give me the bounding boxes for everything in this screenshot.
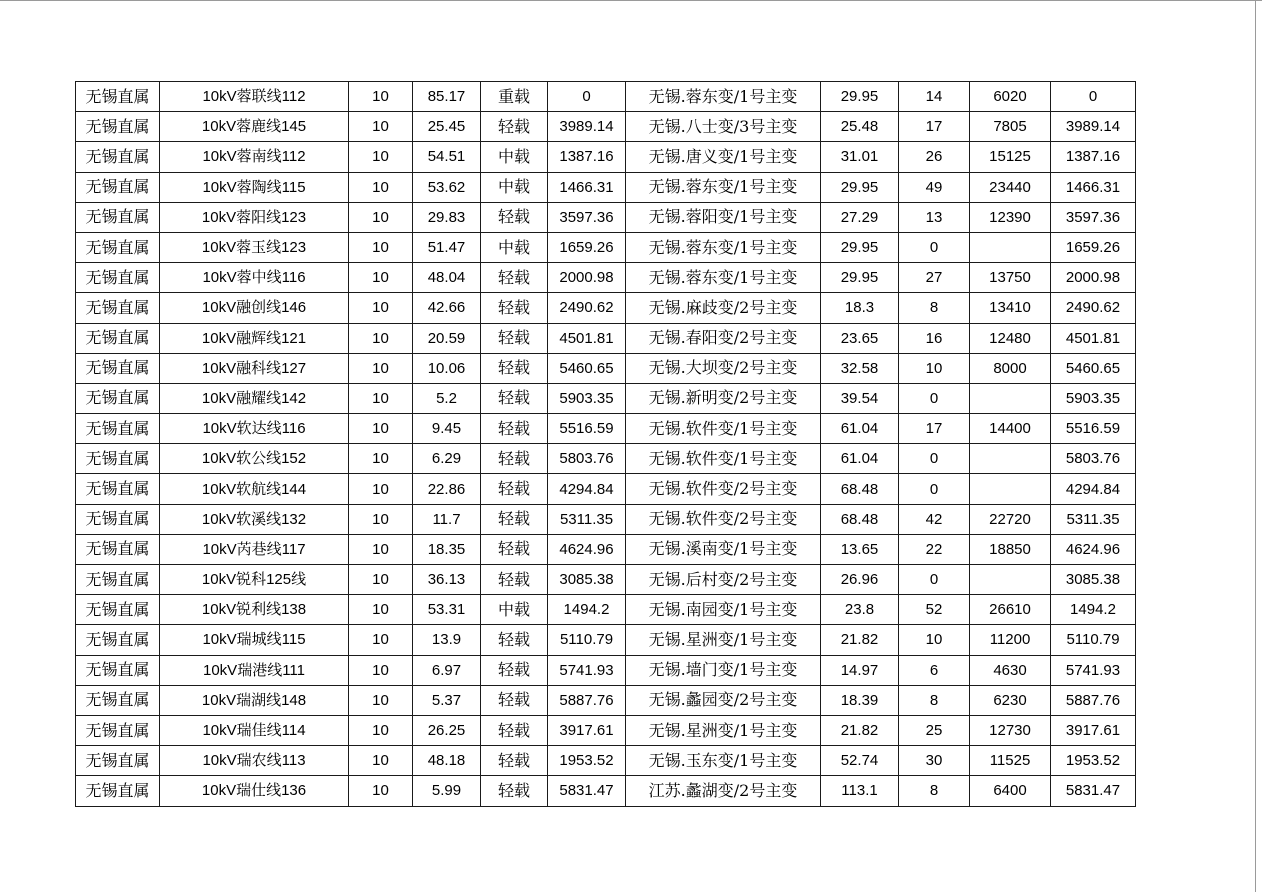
substation-transformer-cell: 无锡.蓉东变/1号主变 bbox=[626, 82, 821, 112]
user-capacity-cell bbox=[970, 232, 1051, 262]
table-row bbox=[76, 746, 1136, 776]
user-count-cell: 10 bbox=[899, 353, 970, 383]
voltage-cell: 10 bbox=[349, 383, 413, 413]
available-capacity-cell: 5803.76 bbox=[548, 444, 626, 474]
substation-transformer-cell: 无锡.软件变/2号主变 bbox=[626, 474, 821, 504]
substation-transformer-cell: 无锡.蠡园变/2号主变 bbox=[626, 685, 821, 715]
available-capacity-cell: 5311.35 bbox=[548, 504, 626, 534]
remaining-capacity-cell: 3597.36 bbox=[1051, 202, 1136, 232]
load-rate-cell: 5.99 bbox=[413, 776, 481, 806]
table-row bbox=[76, 565, 1136, 595]
voltage-cell: 10 bbox=[349, 776, 413, 806]
voltage-cell: 10 bbox=[349, 414, 413, 444]
voltage-cell: 10 bbox=[349, 202, 413, 232]
user-count-cell: 22 bbox=[899, 534, 970, 564]
remaining-capacity-cell: 1953.52 bbox=[1051, 746, 1136, 776]
unit-cell: 无锡直属 bbox=[76, 172, 160, 202]
feeder-name-cell: 10kV瑞农线113 bbox=[160, 746, 349, 776]
available-capacity-cell: 1466.31 bbox=[548, 172, 626, 202]
feeder-name-cell: 10kV锐利线138 bbox=[160, 595, 349, 625]
user-count-cell: 49 bbox=[899, 172, 970, 202]
load-status-cell: 轻载 bbox=[481, 534, 548, 564]
feeder-name-cell: 10kV融耀线142 bbox=[160, 383, 349, 413]
load-rate-cell: 29.83 bbox=[413, 202, 481, 232]
table-row bbox=[76, 625, 1136, 655]
unit-cell: 无锡直属 bbox=[76, 232, 160, 262]
unit-cell: 无锡直属 bbox=[76, 444, 160, 474]
user-capacity-cell: 11525 bbox=[970, 746, 1051, 776]
user-count-cell: 0 bbox=[899, 565, 970, 595]
user-capacity-cell: 18850 bbox=[970, 534, 1051, 564]
transformer-load-rate-cell: 61.04 bbox=[821, 444, 899, 474]
load-rate-cell: 53.62 bbox=[413, 172, 481, 202]
transformer-load-rate-cell: 68.48 bbox=[821, 504, 899, 534]
table-row bbox=[76, 232, 1136, 262]
user-capacity-cell: 4630 bbox=[970, 655, 1051, 685]
transformer-load-rate-cell: 27.29 bbox=[821, 202, 899, 232]
voltage-cell: 10 bbox=[349, 474, 413, 504]
feeder-name-cell: 10kV瑞城线115 bbox=[160, 625, 349, 655]
transformer-load-rate-cell: 23.8 bbox=[821, 595, 899, 625]
page-edge-right bbox=[1255, 0, 1256, 892]
load-status-cell: 中载 bbox=[481, 595, 548, 625]
load-status-cell: 中载 bbox=[481, 142, 548, 172]
user-count-cell: 10 bbox=[899, 625, 970, 655]
feeder-name-cell: 10kV蓉阳线123 bbox=[160, 202, 349, 232]
feeder-name-cell: 10kV软溪线132 bbox=[160, 504, 349, 534]
unit-cell: 无锡直属 bbox=[76, 534, 160, 564]
unit-cell: 无锡直属 bbox=[76, 263, 160, 293]
user-capacity-cell bbox=[970, 565, 1051, 595]
user-count-cell: 13 bbox=[899, 202, 970, 232]
substation-transformer-cell: 无锡.南园变/1号主变 bbox=[626, 595, 821, 625]
feeder-name-cell: 10kV蓉玉线123 bbox=[160, 232, 349, 262]
table-row bbox=[76, 595, 1136, 625]
load-rate-cell: 13.9 bbox=[413, 625, 481, 655]
table-row bbox=[76, 142, 1136, 172]
available-capacity-cell: 3989.14 bbox=[548, 112, 626, 142]
load-status-cell: 轻载 bbox=[481, 323, 548, 353]
table-body bbox=[76, 82, 1136, 807]
load-rate-cell: 9.45 bbox=[413, 414, 481, 444]
voltage-cell: 10 bbox=[349, 263, 413, 293]
table-row bbox=[76, 172, 1136, 202]
transformer-load-rate-cell: 25.48 bbox=[821, 112, 899, 142]
voltage-cell: 10 bbox=[349, 142, 413, 172]
load-rate-cell: 6.29 bbox=[413, 444, 481, 474]
load-rate-cell: 20.59 bbox=[413, 323, 481, 353]
user-capacity-cell: 12730 bbox=[970, 715, 1051, 745]
transformer-load-rate-cell: 29.95 bbox=[821, 232, 899, 262]
user-capacity-cell: 22720 bbox=[970, 504, 1051, 534]
feeder-name-cell: 10kV锐科125线 bbox=[160, 565, 349, 595]
load-rate-cell: 54.51 bbox=[413, 142, 481, 172]
load-status-cell: 轻载 bbox=[481, 263, 548, 293]
user-count-cell: 30 bbox=[899, 746, 970, 776]
unit-cell: 无锡直属 bbox=[76, 414, 160, 444]
user-capacity-cell: 23440 bbox=[970, 172, 1051, 202]
transformer-load-rate-cell: 61.04 bbox=[821, 414, 899, 444]
load-rate-cell: 6.97 bbox=[413, 655, 481, 685]
voltage-cell: 10 bbox=[349, 232, 413, 262]
user-capacity-cell: 6400 bbox=[970, 776, 1051, 806]
remaining-capacity-cell: 5110.79 bbox=[1051, 625, 1136, 655]
available-capacity-cell: 4501.81 bbox=[548, 323, 626, 353]
available-capacity-cell: 5741.93 bbox=[548, 655, 626, 685]
table-row bbox=[76, 504, 1136, 534]
transformer-load-rate-cell: 18.3 bbox=[821, 293, 899, 323]
unit-cell: 无锡直属 bbox=[76, 565, 160, 595]
remaining-capacity-cell: 1659.26 bbox=[1051, 232, 1136, 262]
transformer-load-rate-cell: 29.95 bbox=[821, 263, 899, 293]
substation-transformer-cell: 无锡.新明变/2号主变 bbox=[626, 383, 821, 413]
transformer-load-rate-cell: 31.01 bbox=[821, 142, 899, 172]
load-rate-cell: 5.2 bbox=[413, 383, 481, 413]
available-capacity-cell: 1953.52 bbox=[548, 746, 626, 776]
load-rate-cell: 42.66 bbox=[413, 293, 481, 323]
user-capacity-cell: 12480 bbox=[970, 323, 1051, 353]
user-capacity-cell: 14400 bbox=[970, 414, 1051, 444]
available-capacity-cell: 5831.47 bbox=[548, 776, 626, 806]
unit-cell: 无锡直属 bbox=[76, 655, 160, 685]
substation-transformer-cell: 无锡.八士变/3号主变 bbox=[626, 112, 821, 142]
user-count-cell: 0 bbox=[899, 232, 970, 262]
load-rate-cell: 53.31 bbox=[413, 595, 481, 625]
load-status-cell: 轻载 bbox=[481, 293, 548, 323]
load-status-cell: 轻载 bbox=[481, 383, 548, 413]
available-capacity-cell: 3597.36 bbox=[548, 202, 626, 232]
feeder-name-cell: 10kV瑞湖线148 bbox=[160, 685, 349, 715]
load-status-cell: 轻载 bbox=[481, 715, 548, 745]
table-row bbox=[76, 293, 1136, 323]
voltage-cell: 10 bbox=[349, 82, 413, 112]
available-capacity-cell: 1494.2 bbox=[548, 595, 626, 625]
available-capacity-cell: 0 bbox=[548, 82, 626, 112]
remaining-capacity-cell: 1387.16 bbox=[1051, 142, 1136, 172]
load-rate-cell: 36.13 bbox=[413, 565, 481, 595]
remaining-capacity-cell: 4294.84 bbox=[1051, 474, 1136, 504]
load-rate-cell: 85.17 bbox=[413, 82, 481, 112]
table-row bbox=[76, 715, 1136, 745]
transformer-load-rate-cell: 52.74 bbox=[821, 746, 899, 776]
available-capacity-cell: 4624.96 bbox=[548, 534, 626, 564]
load-status-cell: 轻载 bbox=[481, 414, 548, 444]
page-edge-top bbox=[0, 0, 1262, 1]
load-rate-cell: 48.04 bbox=[413, 263, 481, 293]
remaining-capacity-cell: 5887.76 bbox=[1051, 685, 1136, 715]
voltage-cell: 10 bbox=[349, 655, 413, 685]
remaining-capacity-cell: 1494.2 bbox=[1051, 595, 1136, 625]
load-status-cell: 轻载 bbox=[481, 625, 548, 655]
user-capacity-cell: 12390 bbox=[970, 202, 1051, 232]
transformer-load-rate-cell: 18.39 bbox=[821, 685, 899, 715]
substation-transformer-cell: 无锡.软件变/1号主变 bbox=[626, 414, 821, 444]
load-status-cell: 中载 bbox=[481, 172, 548, 202]
user-count-cell: 0 bbox=[899, 383, 970, 413]
substation-transformer-cell: 无锡.玉东变/1号主变 bbox=[626, 746, 821, 776]
substation-transformer-cell: 无锡.春阳变/2号主变 bbox=[626, 323, 821, 353]
user-count-cell: 26 bbox=[899, 142, 970, 172]
substation-transformer-cell: 无锡.星洲变/1号主变 bbox=[626, 715, 821, 745]
remaining-capacity-cell: 5831.47 bbox=[1051, 776, 1136, 806]
substation-transformer-cell: 无锡.蓉阳变/1号主变 bbox=[626, 202, 821, 232]
feeder-name-cell: 10kV融辉线121 bbox=[160, 323, 349, 353]
load-rate-cell: 48.18 bbox=[413, 746, 481, 776]
load-status-cell: 轻载 bbox=[481, 353, 548, 383]
table-row bbox=[76, 414, 1136, 444]
load-status-cell: 轻载 bbox=[481, 776, 548, 806]
substation-transformer-cell: 无锡.唐义变/1号主变 bbox=[626, 142, 821, 172]
remaining-capacity-cell: 0 bbox=[1051, 82, 1136, 112]
unit-cell: 无锡直属 bbox=[76, 323, 160, 353]
load-rate-cell: 11.7 bbox=[413, 504, 481, 534]
table-row bbox=[76, 263, 1136, 293]
load-rate-cell: 22.86 bbox=[413, 474, 481, 504]
available-capacity-cell: 5460.65 bbox=[548, 353, 626, 383]
remaining-capacity-cell: 2490.62 bbox=[1051, 293, 1136, 323]
load-rate-cell: 51.47 bbox=[413, 232, 481, 262]
feeder-name-cell: 10kV瑞佳线114 bbox=[160, 715, 349, 745]
user-count-cell: 42 bbox=[899, 504, 970, 534]
user-capacity-cell bbox=[970, 383, 1051, 413]
load-status-cell: 轻载 bbox=[481, 112, 548, 142]
user-count-cell: 17 bbox=[899, 112, 970, 142]
substation-transformer-cell: 无锡.溪南变/1号主变 bbox=[626, 534, 821, 564]
user-count-cell: 8 bbox=[899, 293, 970, 323]
transformer-load-rate-cell: 13.65 bbox=[821, 534, 899, 564]
user-capacity-cell: 6230 bbox=[970, 685, 1051, 715]
load-status-cell: 中载 bbox=[481, 232, 548, 262]
transformer-load-rate-cell: 39.54 bbox=[821, 383, 899, 413]
available-capacity-cell: 2490.62 bbox=[548, 293, 626, 323]
table-row bbox=[76, 112, 1136, 142]
user-count-cell: 25 bbox=[899, 715, 970, 745]
voltage-cell: 10 bbox=[349, 565, 413, 595]
remaining-capacity-cell: 5516.59 bbox=[1051, 414, 1136, 444]
remaining-capacity-cell: 4624.96 bbox=[1051, 534, 1136, 564]
voltage-cell: 10 bbox=[349, 685, 413, 715]
transformer-load-rate-cell: 32.58 bbox=[821, 353, 899, 383]
substation-transformer-cell: 无锡.麻歧变/2号主变 bbox=[626, 293, 821, 323]
voltage-cell: 10 bbox=[349, 172, 413, 202]
transformer-load-rate-cell: 26.96 bbox=[821, 565, 899, 595]
user-capacity-cell: 26610 bbox=[970, 595, 1051, 625]
user-capacity-cell: 15125 bbox=[970, 142, 1051, 172]
load-status-cell: 轻载 bbox=[481, 474, 548, 504]
user-capacity-cell: 6020 bbox=[970, 82, 1051, 112]
remaining-capacity-cell: 1466.31 bbox=[1051, 172, 1136, 202]
table-row bbox=[76, 82, 1136, 112]
unit-cell: 无锡直属 bbox=[76, 746, 160, 776]
user-capacity-cell: 13750 bbox=[970, 263, 1051, 293]
load-rate-cell: 10.06 bbox=[413, 353, 481, 383]
substation-transformer-cell: 无锡.软件变/2号主变 bbox=[626, 504, 821, 534]
feeder-name-cell: 10kV蓉中线116 bbox=[160, 263, 349, 293]
load-status-cell: 轻载 bbox=[481, 565, 548, 595]
load-rate-cell: 25.45 bbox=[413, 112, 481, 142]
substation-transformer-cell: 无锡.墙门变/1号主变 bbox=[626, 655, 821, 685]
load-status-cell: 轻载 bbox=[481, 444, 548, 474]
substation-transformer-cell: 无锡.蓉东变/1号主变 bbox=[626, 172, 821, 202]
user-count-cell: 16 bbox=[899, 323, 970, 353]
unit-cell: 无锡直属 bbox=[76, 776, 160, 806]
load-status-cell: 轻载 bbox=[481, 504, 548, 534]
user-count-cell: 27 bbox=[899, 263, 970, 293]
transformer-load-rate-cell: 68.48 bbox=[821, 474, 899, 504]
available-capacity-cell: 3085.38 bbox=[548, 565, 626, 595]
unit-cell: 无锡直属 bbox=[76, 504, 160, 534]
table-row bbox=[76, 534, 1136, 564]
voltage-cell: 10 bbox=[349, 746, 413, 776]
feeder-name-cell: 10kV蓉联线112 bbox=[160, 82, 349, 112]
table-row bbox=[76, 323, 1136, 353]
voltage-cell: 10 bbox=[349, 504, 413, 534]
feeder-name-cell: 10kV软达线116 bbox=[160, 414, 349, 444]
unit-cell: 无锡直属 bbox=[76, 112, 160, 142]
remaining-capacity-cell: 5460.65 bbox=[1051, 353, 1136, 383]
unit-cell: 无锡直属 bbox=[76, 353, 160, 383]
table-row bbox=[76, 202, 1136, 232]
transformer-load-rate-cell: 23.65 bbox=[821, 323, 899, 353]
unit-cell: 无锡直属 bbox=[76, 142, 160, 172]
unit-cell: 无锡直属 bbox=[76, 685, 160, 715]
unit-cell: 无锡直属 bbox=[76, 625, 160, 655]
substation-transformer-cell: 无锡.蓉东变/1号主变 bbox=[626, 232, 821, 262]
user-count-cell: 14 bbox=[899, 82, 970, 112]
unit-cell: 无锡直属 bbox=[76, 82, 160, 112]
remaining-capacity-cell: 5803.76 bbox=[1051, 444, 1136, 474]
table-row bbox=[76, 383, 1136, 413]
feeder-name-cell: 10kV瑞港线111 bbox=[160, 655, 349, 685]
feeder-name-cell: 10kV蓉陶线115 bbox=[160, 172, 349, 202]
voltage-cell: 10 bbox=[349, 353, 413, 383]
substation-transformer-cell: 无锡.软件变/1号主变 bbox=[626, 444, 821, 474]
transformer-load-rate-cell: 14.97 bbox=[821, 655, 899, 685]
remaining-capacity-cell: 3989.14 bbox=[1051, 112, 1136, 142]
user-count-cell: 8 bbox=[899, 776, 970, 806]
substation-transformer-cell: 无锡.蓉东变/1号主变 bbox=[626, 263, 821, 293]
voltage-cell: 10 bbox=[349, 534, 413, 564]
voltage-cell: 10 bbox=[349, 112, 413, 142]
user-capacity-cell: 8000 bbox=[970, 353, 1051, 383]
voltage-cell: 10 bbox=[349, 323, 413, 353]
user-count-cell: 0 bbox=[899, 474, 970, 504]
available-capacity-cell: 1659.26 bbox=[548, 232, 626, 262]
unit-cell: 无锡直属 bbox=[76, 202, 160, 232]
load-rate-cell: 26.25 bbox=[413, 715, 481, 745]
unit-cell: 无锡直属 bbox=[76, 474, 160, 504]
voltage-cell: 10 bbox=[349, 444, 413, 474]
user-count-cell: 17 bbox=[899, 414, 970, 444]
remaining-capacity-cell: 5741.93 bbox=[1051, 655, 1136, 685]
user-count-cell: 8 bbox=[899, 685, 970, 715]
load-status-cell: 轻载 bbox=[481, 685, 548, 715]
transformer-load-rate-cell: 29.95 bbox=[821, 172, 899, 202]
feeder-load-table bbox=[75, 81, 1136, 807]
feeder-name-cell: 10kV软公线152 bbox=[160, 444, 349, 474]
load-status-cell: 重载 bbox=[481, 82, 548, 112]
voltage-cell: 10 bbox=[349, 625, 413, 655]
transformer-load-rate-cell: 21.82 bbox=[821, 625, 899, 655]
table-row bbox=[76, 444, 1136, 474]
load-status-cell: 轻载 bbox=[481, 202, 548, 232]
load-status-cell: 轻载 bbox=[481, 655, 548, 685]
unit-cell: 无锡直属 bbox=[76, 595, 160, 625]
substation-transformer-cell: 江苏.蠡湖变/2号主变 bbox=[626, 776, 821, 806]
transformer-load-rate-cell: 113.1 bbox=[821, 776, 899, 806]
available-capacity-cell: 5887.76 bbox=[548, 685, 626, 715]
unit-cell: 无锡直属 bbox=[76, 293, 160, 323]
substation-transformer-cell: 无锡.星洲变/1号主变 bbox=[626, 625, 821, 655]
load-rate-cell: 5.37 bbox=[413, 685, 481, 715]
feeder-name-cell: 10kV瑞仕线136 bbox=[160, 776, 349, 806]
available-capacity-cell: 5903.35 bbox=[548, 383, 626, 413]
user-count-cell: 6 bbox=[899, 655, 970, 685]
user-capacity-cell bbox=[970, 474, 1051, 504]
voltage-cell: 10 bbox=[349, 715, 413, 745]
user-capacity-cell: 7805 bbox=[970, 112, 1051, 142]
table-row bbox=[76, 655, 1136, 685]
remaining-capacity-cell: 3085.38 bbox=[1051, 565, 1136, 595]
voltage-cell: 10 bbox=[349, 293, 413, 323]
remaining-capacity-cell: 5903.35 bbox=[1051, 383, 1136, 413]
table-row bbox=[76, 353, 1136, 383]
remaining-capacity-cell: 3917.61 bbox=[1051, 715, 1136, 745]
substation-transformer-cell: 无锡.后村变/2号主变 bbox=[626, 565, 821, 595]
user-capacity-cell bbox=[970, 444, 1051, 474]
user-capacity-cell: 11200 bbox=[970, 625, 1051, 655]
load-rate-cell: 18.35 bbox=[413, 534, 481, 564]
feeder-name-cell: 10kV蓉南线112 bbox=[160, 142, 349, 172]
available-capacity-cell: 3917.61 bbox=[548, 715, 626, 745]
unit-cell: 无锡直属 bbox=[76, 715, 160, 745]
available-capacity-cell: 5110.79 bbox=[548, 625, 626, 655]
user-count-cell: 0 bbox=[899, 444, 970, 474]
available-capacity-cell: 1387.16 bbox=[548, 142, 626, 172]
table-row bbox=[76, 474, 1136, 504]
remaining-capacity-cell: 4501.81 bbox=[1051, 323, 1136, 353]
unit-cell: 无锡直属 bbox=[76, 383, 160, 413]
feeder-name-cell: 10kV软航线144 bbox=[160, 474, 349, 504]
feeder-name-cell: 10kV融创线146 bbox=[160, 293, 349, 323]
load-status-cell: 轻载 bbox=[481, 746, 548, 776]
table-row bbox=[76, 776, 1136, 806]
feeder-name-cell: 10kV芮巷线117 bbox=[160, 534, 349, 564]
user-capacity-cell: 13410 bbox=[970, 293, 1051, 323]
remaining-capacity-cell: 5311.35 bbox=[1051, 504, 1136, 534]
available-capacity-cell: 2000.98 bbox=[548, 263, 626, 293]
remaining-capacity-cell: 2000.98 bbox=[1051, 263, 1136, 293]
transformer-load-rate-cell: 29.95 bbox=[821, 82, 899, 112]
table-row bbox=[76, 685, 1136, 715]
transformer-load-rate-cell: 21.82 bbox=[821, 715, 899, 745]
voltage-cell: 10 bbox=[349, 595, 413, 625]
user-count-cell: 52 bbox=[899, 595, 970, 625]
available-capacity-cell: 5516.59 bbox=[548, 414, 626, 444]
feeder-name-cell: 10kV蓉鹿线145 bbox=[160, 112, 349, 142]
feeder-name-cell: 10kV融科线127 bbox=[160, 353, 349, 383]
substation-transformer-cell: 无锡.大坝变/2号主变 bbox=[626, 353, 821, 383]
available-capacity-cell: 4294.84 bbox=[548, 474, 626, 504]
